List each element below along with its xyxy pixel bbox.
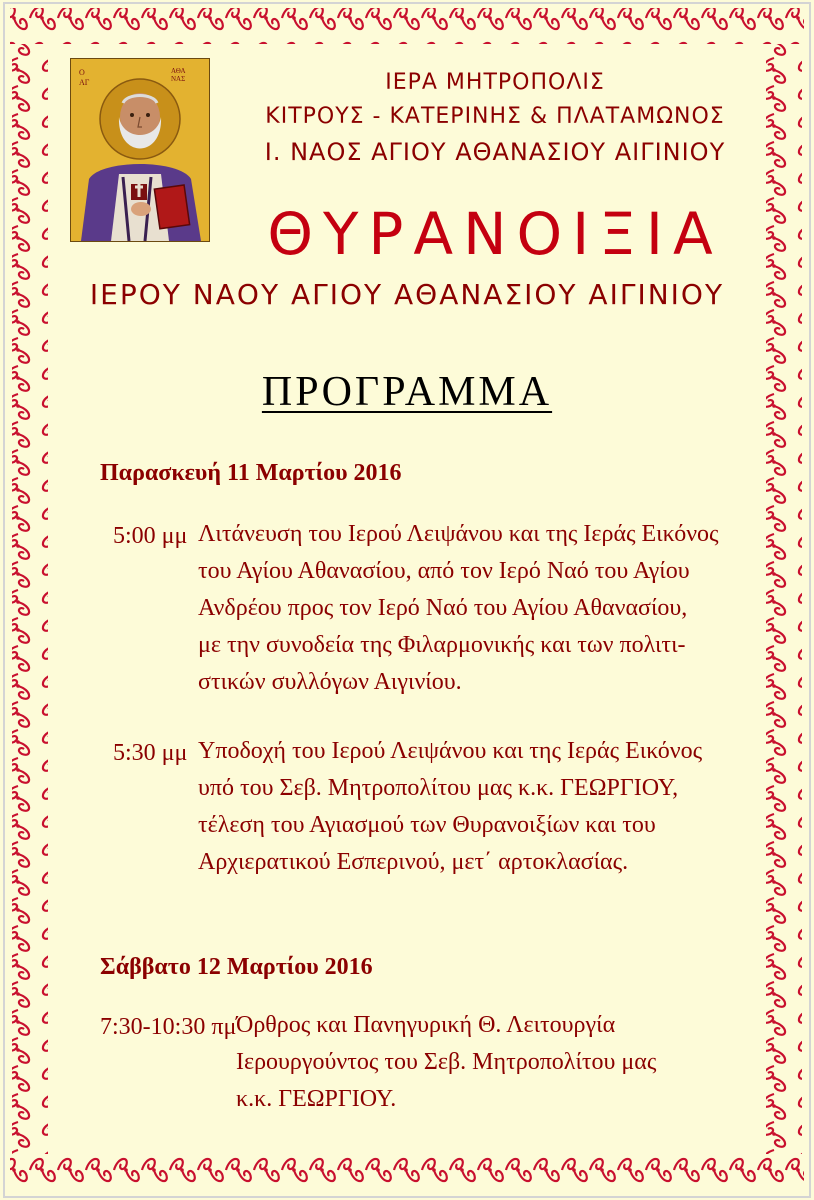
event-time: 7:30-10:30 πμ [100, 1014, 237, 1040]
event-line: Αρχιερατικού Εσπερινού, μετ΄ αρτοκλασίας. [198, 849, 629, 875]
event-line: του Αγίου Αθανασίου, από τον Ιερό Ναό του Αγίου [198, 558, 690, 584]
event-description [198, 738, 702, 886]
svg-text:ΑΓ: ΑΓ [79, 78, 90, 87]
event-line: Υποδοχή του Ιερού Λειψάνου και της Ιεράς Εικόνος [198, 738, 703, 764]
event-line: κ.κ. ΓΕΩΡΓΙΟΥ. [236, 1086, 397, 1112]
program-heading: ΠΡΟΓΡΑΜΜΑ [261, 369, 553, 415]
event-line: Ανδρέου προς τον Ιερό Ναό του Αγίου Αθανασίου, [198, 595, 688, 621]
svg-text:Ο: Ο [79, 68, 85, 77]
event-time: 5:30 μμ [113, 740, 188, 766]
header-diocese: ΚΙΤΡΟΥΣ - ΚΑΤΕΡΙΝΗΣ & ΠΛΑΤΑΜΩΝΟΣ [265, 104, 725, 129]
page-title: ΘΥΡΑΝΟΙΞΙΑ [267, 200, 723, 268]
event-line: Λιτάνευση του Ιερού Λειψάνου και της Ιεράς Εικόνος [198, 521, 719, 547]
day-label-saturday: Σάββατο 12 Μαρτίου 2016 [100, 954, 373, 980]
header-metropolis: ΙΕΡΑ ΜΗΤΡΟΠΟΛΙΣ [385, 70, 605, 95]
event-description [236, 1012, 656, 1123]
svg-text:ΑΘΑ: ΑΘΑ [171, 67, 186, 75]
event-line: Όρθρος και Πανηγυρική Θ. Λειτουργία [236, 1012, 616, 1038]
page-subtitle: ΙΕΡΟΥ ΝΑΟΥ ΑΓΙΟΥ ΑΘΑΝΑΣΙΟΥ ΑΙΓΙΝΙΟΥ [89, 278, 725, 311]
event-time: 5:00 μμ [113, 523, 188, 549]
event-line: τέλεση του Αγιασμού των Θυρανοιξίων και του [198, 812, 656, 838]
day-label-friday: Παρασκευή 11 Μαρτίου 2016 [100, 460, 402, 486]
event-line: υπό του Σεβ. Μητροπολίτου μας κ.κ. ΓΕΩΡΓΙΟΥ, [198, 775, 679, 801]
event-description [198, 521, 719, 706]
event-line: με την συνοδεία της Φιλαρμονικής και των πολιτι- [198, 632, 686, 658]
header-church: Ι. ΝΑΟΣ ΑΓΙΟΥ ΑΘΑΝΑΣΙΟΥ ΑΙΓΙΝΙΟΥ [264, 138, 726, 166]
event-line: Ιερουργούντος του Σεβ. Μητροπολίτου μας [236, 1049, 657, 1075]
saint-athanasios-icon [70, 58, 210, 242]
svg-text:ΝΑΣ: ΝΑΣ [171, 75, 186, 83]
event-line: στικών συλλόγων Αιγινίου. [198, 669, 462, 695]
